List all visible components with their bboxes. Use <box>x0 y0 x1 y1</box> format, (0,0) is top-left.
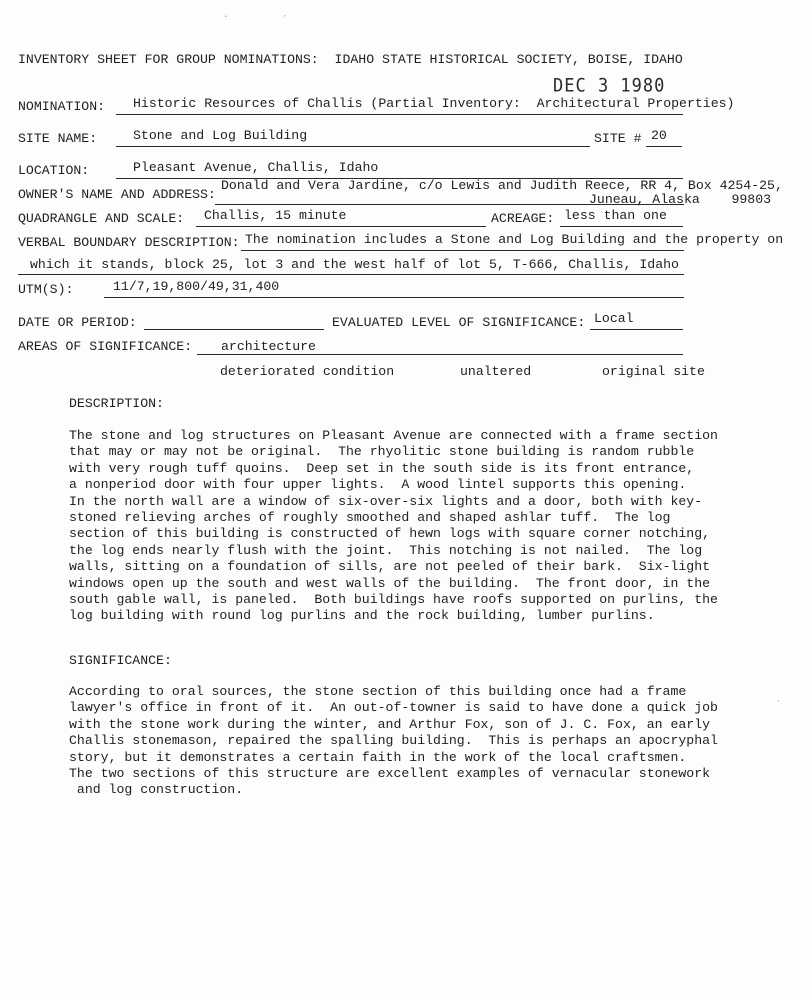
description-line: windows open up the south and west walls of the building. The front door, in the <box>69 575 711 591</box>
nomination-label: NOMINATION: <box>18 99 106 114</box>
sheet-header: INVENTORY SHEET FOR GROUP NOMINATIONS: IDAHO STATE HISTORICAL SOCIETY, BOISE, IDAHO <box>18 52 683 67</box>
significance-heading: SIGNIFICANCE: <box>69 653 172 668</box>
significance-level-label: EVALUATED LEVEL OF SIGNIFICANCE: <box>332 315 586 330</box>
significance-line: story, but it demonstrates a certain faith in the work of the local craftsmen. <box>69 749 687 765</box>
significance-line: with the stone work during the winter, and Arthur Fox, son of J. C. Fox, an early <box>69 716 711 732</box>
description-line: The stone and log structures on Pleasant Avenue are connected with a frame section <box>69 428 718 443</box>
significance-level-underline <box>590 329 683 330</box>
description-line: with very rough tuff quoins. Deep set in the south side is its front entrance, <box>69 460 695 476</box>
significance-text <box>69 684 718 799</box>
scan-speck: ´ <box>282 15 288 25</box>
quadrangle-value: Challis, 15 minute <box>204 208 347 223</box>
description-line: In the north wall are a window of six-over-six lights and a door, both with key- <box>69 493 703 509</box>
condition-original-site: original site <box>602 364 705 379</box>
description-line: stoned relieving arches of roughly smoothed and shaped ashlar tuff. The log <box>69 510 671 526</box>
areas-label: AREAS OF SIGNIFICANCE: <box>18 339 193 354</box>
condition-unaltered: unaltered <box>460 364 532 379</box>
significance-line: lawyer's office in front of it. An out-of-towner is said to have done a quick job <box>69 700 718 716</box>
boundary-value-line2: which it stands, block 25, lot 3 and the west half of lot 5, T-666, Challis, Idaho <box>30 257 679 272</box>
boundary-value-line1: The nomination includes a Stone and Log Building and the property on <box>245 232 784 247</box>
nomination-value: Historic Resources of Challis (Partial Inventory: Architectural Properties) <box>133 96 735 111</box>
owner-underline <box>215 204 684 205</box>
description-line: log building with round log purlins and the rock building, lumber purlins. <box>69 608 655 624</box>
boundary-underline-2 <box>18 274 684 275</box>
significance-level-value: Local <box>594 311 634 326</box>
site-name-label: SITE NAME: <box>18 131 98 146</box>
location-value: Pleasant Avenue, Challis, Idaho <box>133 160 379 175</box>
utm-value: 11/7,19,800/49,31,400 <box>113 279 280 294</box>
areas-underline <box>197 354 683 355</box>
utm-label: UTM(S): <box>18 282 74 297</box>
nomination-underline <box>116 114 683 115</box>
site-number-underline <box>646 146 682 147</box>
date-period-underline <box>144 329 324 330</box>
scan-speck: · <box>223 12 229 22</box>
site-name-value: Stone and Log Building <box>133 128 308 143</box>
acreage-label: ACREAGE: <box>491 211 555 226</box>
site-number-label: SITE # <box>594 131 642 146</box>
acreage-underline <box>560 226 683 227</box>
significance-line: According to oral sources, the stone section of this building once had a frame <box>69 684 687 699</box>
description-line: south gable wall, is paneled. Both buildings have roofs supported on purlins, the <box>69 592 718 608</box>
condition-deteriorated: deteriorated condition <box>220 364 395 379</box>
description-text <box>69 428 718 625</box>
significance-line: Challis stonemason, repaired the spalling building. This is perhaps an apocryphal <box>69 733 718 749</box>
site-number-value: 20 <box>651 128 667 143</box>
location-label: LOCATION: <box>18 163 90 178</box>
description-heading: DESCRIPTION: <box>69 396 164 411</box>
significance-line: and log construction. <box>69 782 244 798</box>
utm-underline <box>104 297 684 298</box>
owner-value-line1: Donald and Vera Jardine, c/o Lewis and Judith Reece, RR 4, Box 4254-25, <box>221 178 783 193</box>
significance-line: The two sections of this structure are excellent examples of vernacular stonework <box>69 766 711 782</box>
description-line: a nonperiod door with four upper lights. A wood lintel supports this opening. <box>69 477 687 493</box>
quadrangle-label: QUADRANGLE AND SCALE: <box>18 211 185 226</box>
owner-value-line2: Juneau, Alaska 99803 <box>589 192 772 207</box>
description-line: section of this building is constructed of hewn logs with square corner notching, <box>69 526 711 542</box>
description-line: that may or may not be original. The rhyolitic stone building is random rubble <box>69 444 695 460</box>
date-received-stamp: DEC 3 1980 <box>553 75 666 97</box>
boundary-label: VERBAL BOUNDARY DESCRIPTION: <box>18 235 240 250</box>
scan-speck: ˋ <box>776 700 782 710</box>
date-period-label: DATE OR PERIOD: <box>18 315 137 330</box>
quadrangle-underline <box>196 226 486 227</box>
acreage-value: less than one <box>564 208 667 223</box>
description-line: the log ends nearly flush with the joint. This notching is not nailed. The log <box>69 542 703 558</box>
description-line: walls, sitting on a foundation of sills, are not peeled of their bark. Six-light <box>69 559 711 575</box>
boundary-underline-1 <box>241 250 684 251</box>
areas-value: architecture <box>221 339 316 354</box>
site-name-underline <box>116 146 590 147</box>
owner-label: OWNER'S NAME AND ADDRESS: <box>18 187 216 202</box>
